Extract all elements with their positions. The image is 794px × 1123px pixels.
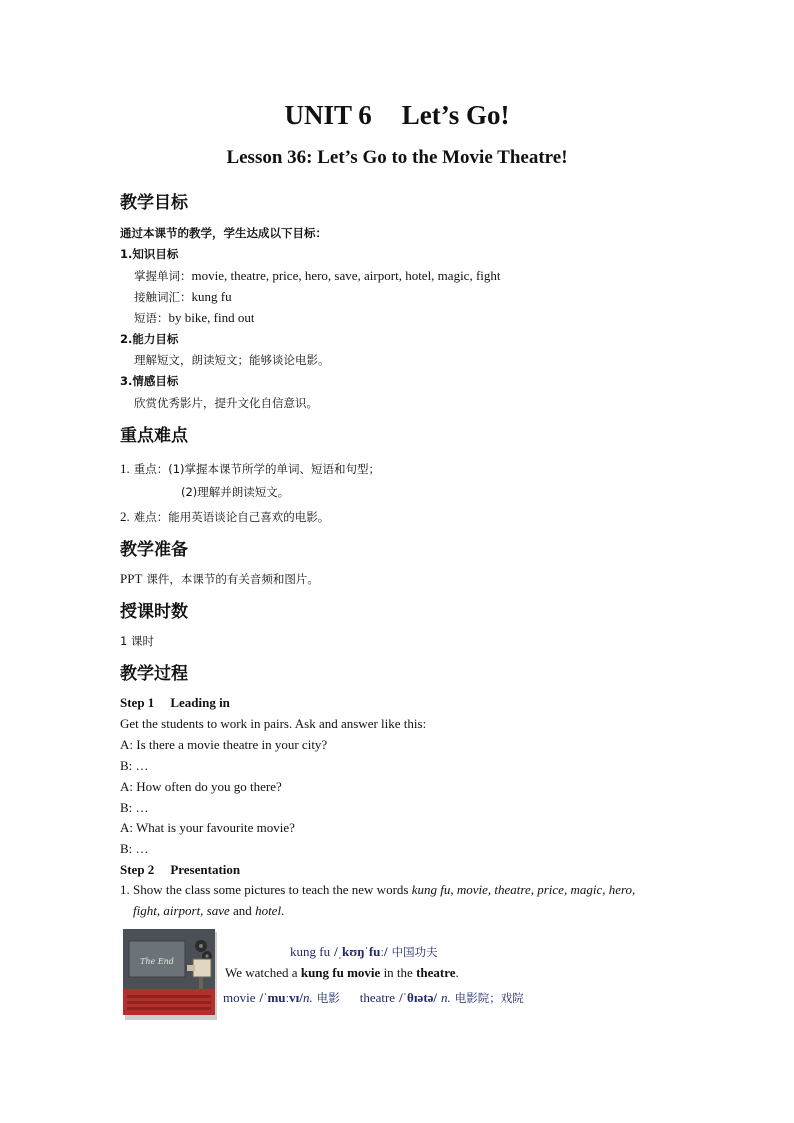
movie-theatre-picture [123,929,219,1022]
vocab-movie-theatre: movie /ˈmuːvɪ/n. 电影 theatre /ˈθɪətə/ n. 电影院；戏院 [223,990,524,1005]
dialogue-line: A: What is your favourite movie? [120,820,295,835]
step2-item1: 1. Show the class some pictures to teach the new words kung fu, movie, theatre, price, magic, hero, [120,882,636,897]
contact-line [134,288,232,306]
example-sentence: We watched a kung fu movie in the theatre. [225,965,459,980]
ability-title: 2.能力目标 [120,332,179,346]
vocab-kungfu: kung fu /ˌkʊŋˈfuː/ 中国功夫 [290,944,438,959]
dialogue-line: A: How often do you go there? [120,779,282,794]
key-point-2: 2. 难点：能用英语谈论自己喜欢的电影。 [120,509,330,524]
step1-heading: Step 1 Leading in [120,695,230,710]
heading-key-points: 重点难点 [120,426,188,446]
heading-process: 教学过程 [120,664,188,684]
dialogue-line: B: … [120,841,149,856]
step2-item1-cont: fight, airport, save and hotel. [133,903,285,918]
heading-preparation: 教学准备 [120,540,188,560]
hours-text: 1 课时 [120,634,154,648]
key-point-1: 1. 重点：(1)掌握本课节所学的单词、短语和句型； [120,461,381,476]
mastery-line [134,267,501,285]
screen-text: The End [140,957,174,966]
page-title [0,100,794,131]
knowledge-title: 1.知识目标 [120,247,179,261]
emotion-text: 欣赏优秀影片，提升文化自信意识。 [134,396,318,410]
dialogue-line: A: Is there a movie theatre in your city? [120,737,328,752]
goals-intro: 通过本课节的教学，学生达成以下目标： [120,226,327,240]
heading-hours: 授课时数 [120,602,188,622]
heading-goals: 教学目标 [120,193,188,213]
phrase-line [134,309,254,327]
unit-name: Let’s Go! [401,100,510,130]
mastery-label: 掌握单词： [134,269,192,283]
phrase-words: by bike, find out [168,310,255,325]
step1-intro: Get the students to work in pairs. Ask and answer like this: [120,716,427,731]
unit-number: UNIT 6 [284,100,372,130]
mastery-words: movie, theatre, price, hero, save, airport, hotel, magic, fight [191,268,501,283]
ability-text: 理解短文，朗读短文；能够谈论电影。 [134,353,330,367]
preparation-text: PPT 课件，本课节的有关音频和图片。 [120,571,319,586]
dialogue-line: B: … [120,800,149,815]
phrase-label: 短语： [134,311,169,325]
step2-heading: Step 2 Presentation [120,862,241,877]
dialogue-line: B: … [120,758,149,773]
contact-label: 接触词汇： [134,290,192,304]
emotion-title: 3.情感目标 [120,374,179,388]
lesson-title: Lesson 36: Let’s Go to the Movie Theatre! [226,147,568,168]
key-point-1b: (2)理解并朗读短文。 [181,485,290,499]
contact-words: kung fu [191,289,232,304]
